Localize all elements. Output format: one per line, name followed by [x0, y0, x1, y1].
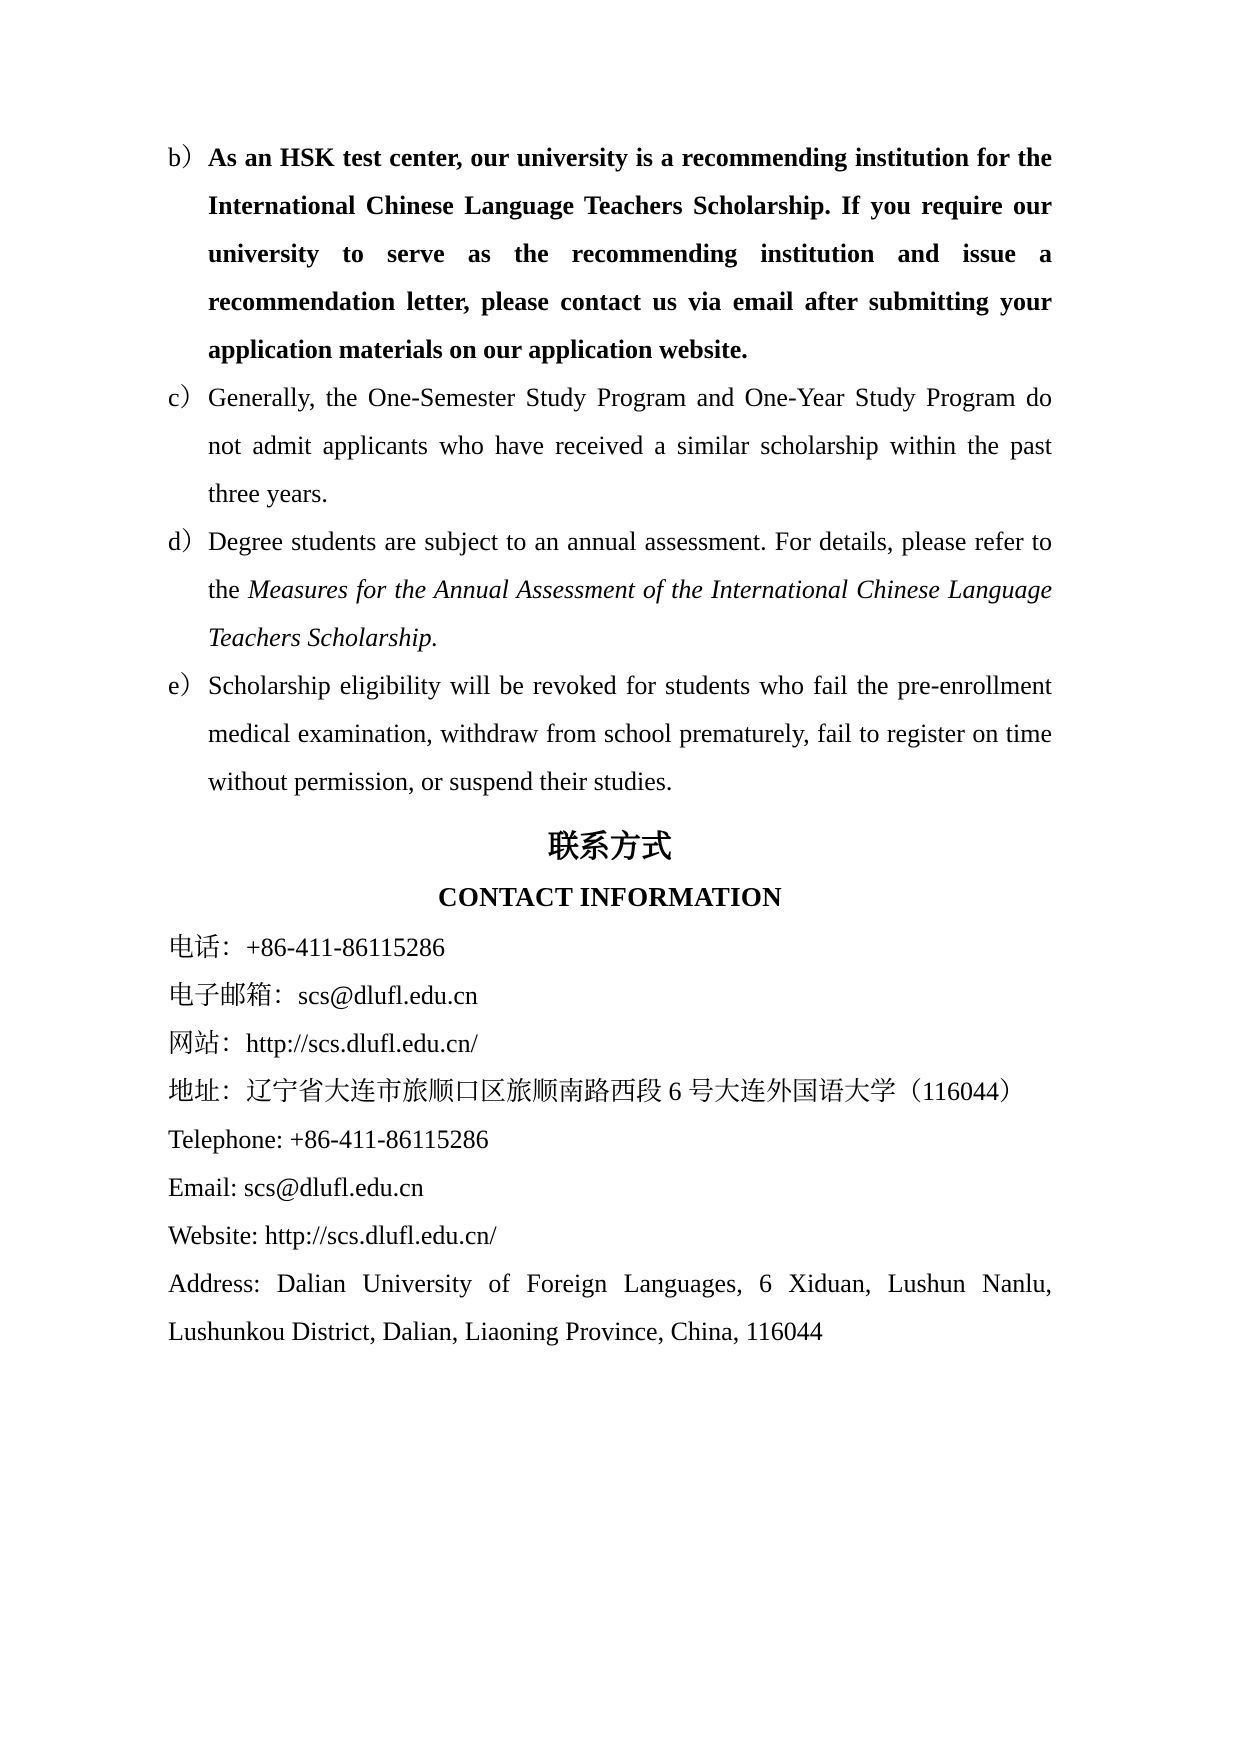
contact-address-zh: 地址：辽宁省大连市旅顺口区旅顺南路西段 6 号大连外国语大学（116044） — [168, 1077, 1026, 1106]
list-item-c — [168, 374, 1052, 518]
contact-heading-en: CONTACT INFORMATION — [438, 882, 782, 912]
list-item-d-text — [208, 527, 1052, 652]
list-section — [168, 134, 1052, 806]
contact-website-en: Website: http://scs.dlufl.edu.cn/ — [168, 1221, 497, 1250]
list-marker-b: b） — [168, 143, 208, 172]
list-item-e — [168, 662, 1052, 806]
contact-email-zh: 电子邮箱：scs@dlufl.edu.cn — [168, 981, 478, 1010]
contact-phone-zh: 电话：+86-411-86115286 — [168, 933, 446, 962]
list-item-b — [168, 134, 1052, 374]
list-item-b-text: As an HSK test center, our university is a recommending institution for the International Chinese Language Teachers Scholarship. If you require our university to serve as the recommending institution and issue a recommendation letter, please contact us via email after submitting your application materials on our application website. — [208, 143, 1052, 364]
list-item-d-text-regular: Degree students are subject to an annual assessment. For details, please refer to the — [208, 527, 1052, 604]
list-item-d — [168, 518, 1052, 662]
contact-website-zh: 网站：http://scs.dlufl.edu.cn/ — [168, 1029, 478, 1058]
contact-address-en: Address: Dalian University of Foreign Languages, 6 Xiduan, Lushun Nanlu, Lushunkou District, Dalian, Liaoning Province, China, 116044 — [168, 1269, 1052, 1346]
contact-heading-zh: 联系方式 — [548, 829, 672, 864]
list-marker-d: d） — [168, 527, 208, 556]
list-marker-c: c） — [168, 383, 206, 412]
contact-phone-en: Telephone: +86-411-86115286 — [168, 1125, 489, 1154]
list-item-e-text: Scholarship eligibility will be revoked for students who fail the pre-enrollment medical examination, withdraw from school prematurely, fail to register on time without permission, or suspend their studies. — [208, 671, 1052, 796]
contact-email-en: Email: scs@dlufl.edu.cn — [168, 1173, 424, 1202]
contact-section — [168, 924, 1052, 1356]
list-item-d-text-italic-title: Measures for the Annual Assessment of the International Chinese Language Teachers Scholarship. — [208, 575, 1053, 652]
list-item-c-text: Generally, the One-Semester Study Program and One-Year Study Program do not admit applicants who have received a similar scholarship within the past three years. — [208, 383, 1052, 508]
list-marker-e: e） — [168, 671, 206, 700]
